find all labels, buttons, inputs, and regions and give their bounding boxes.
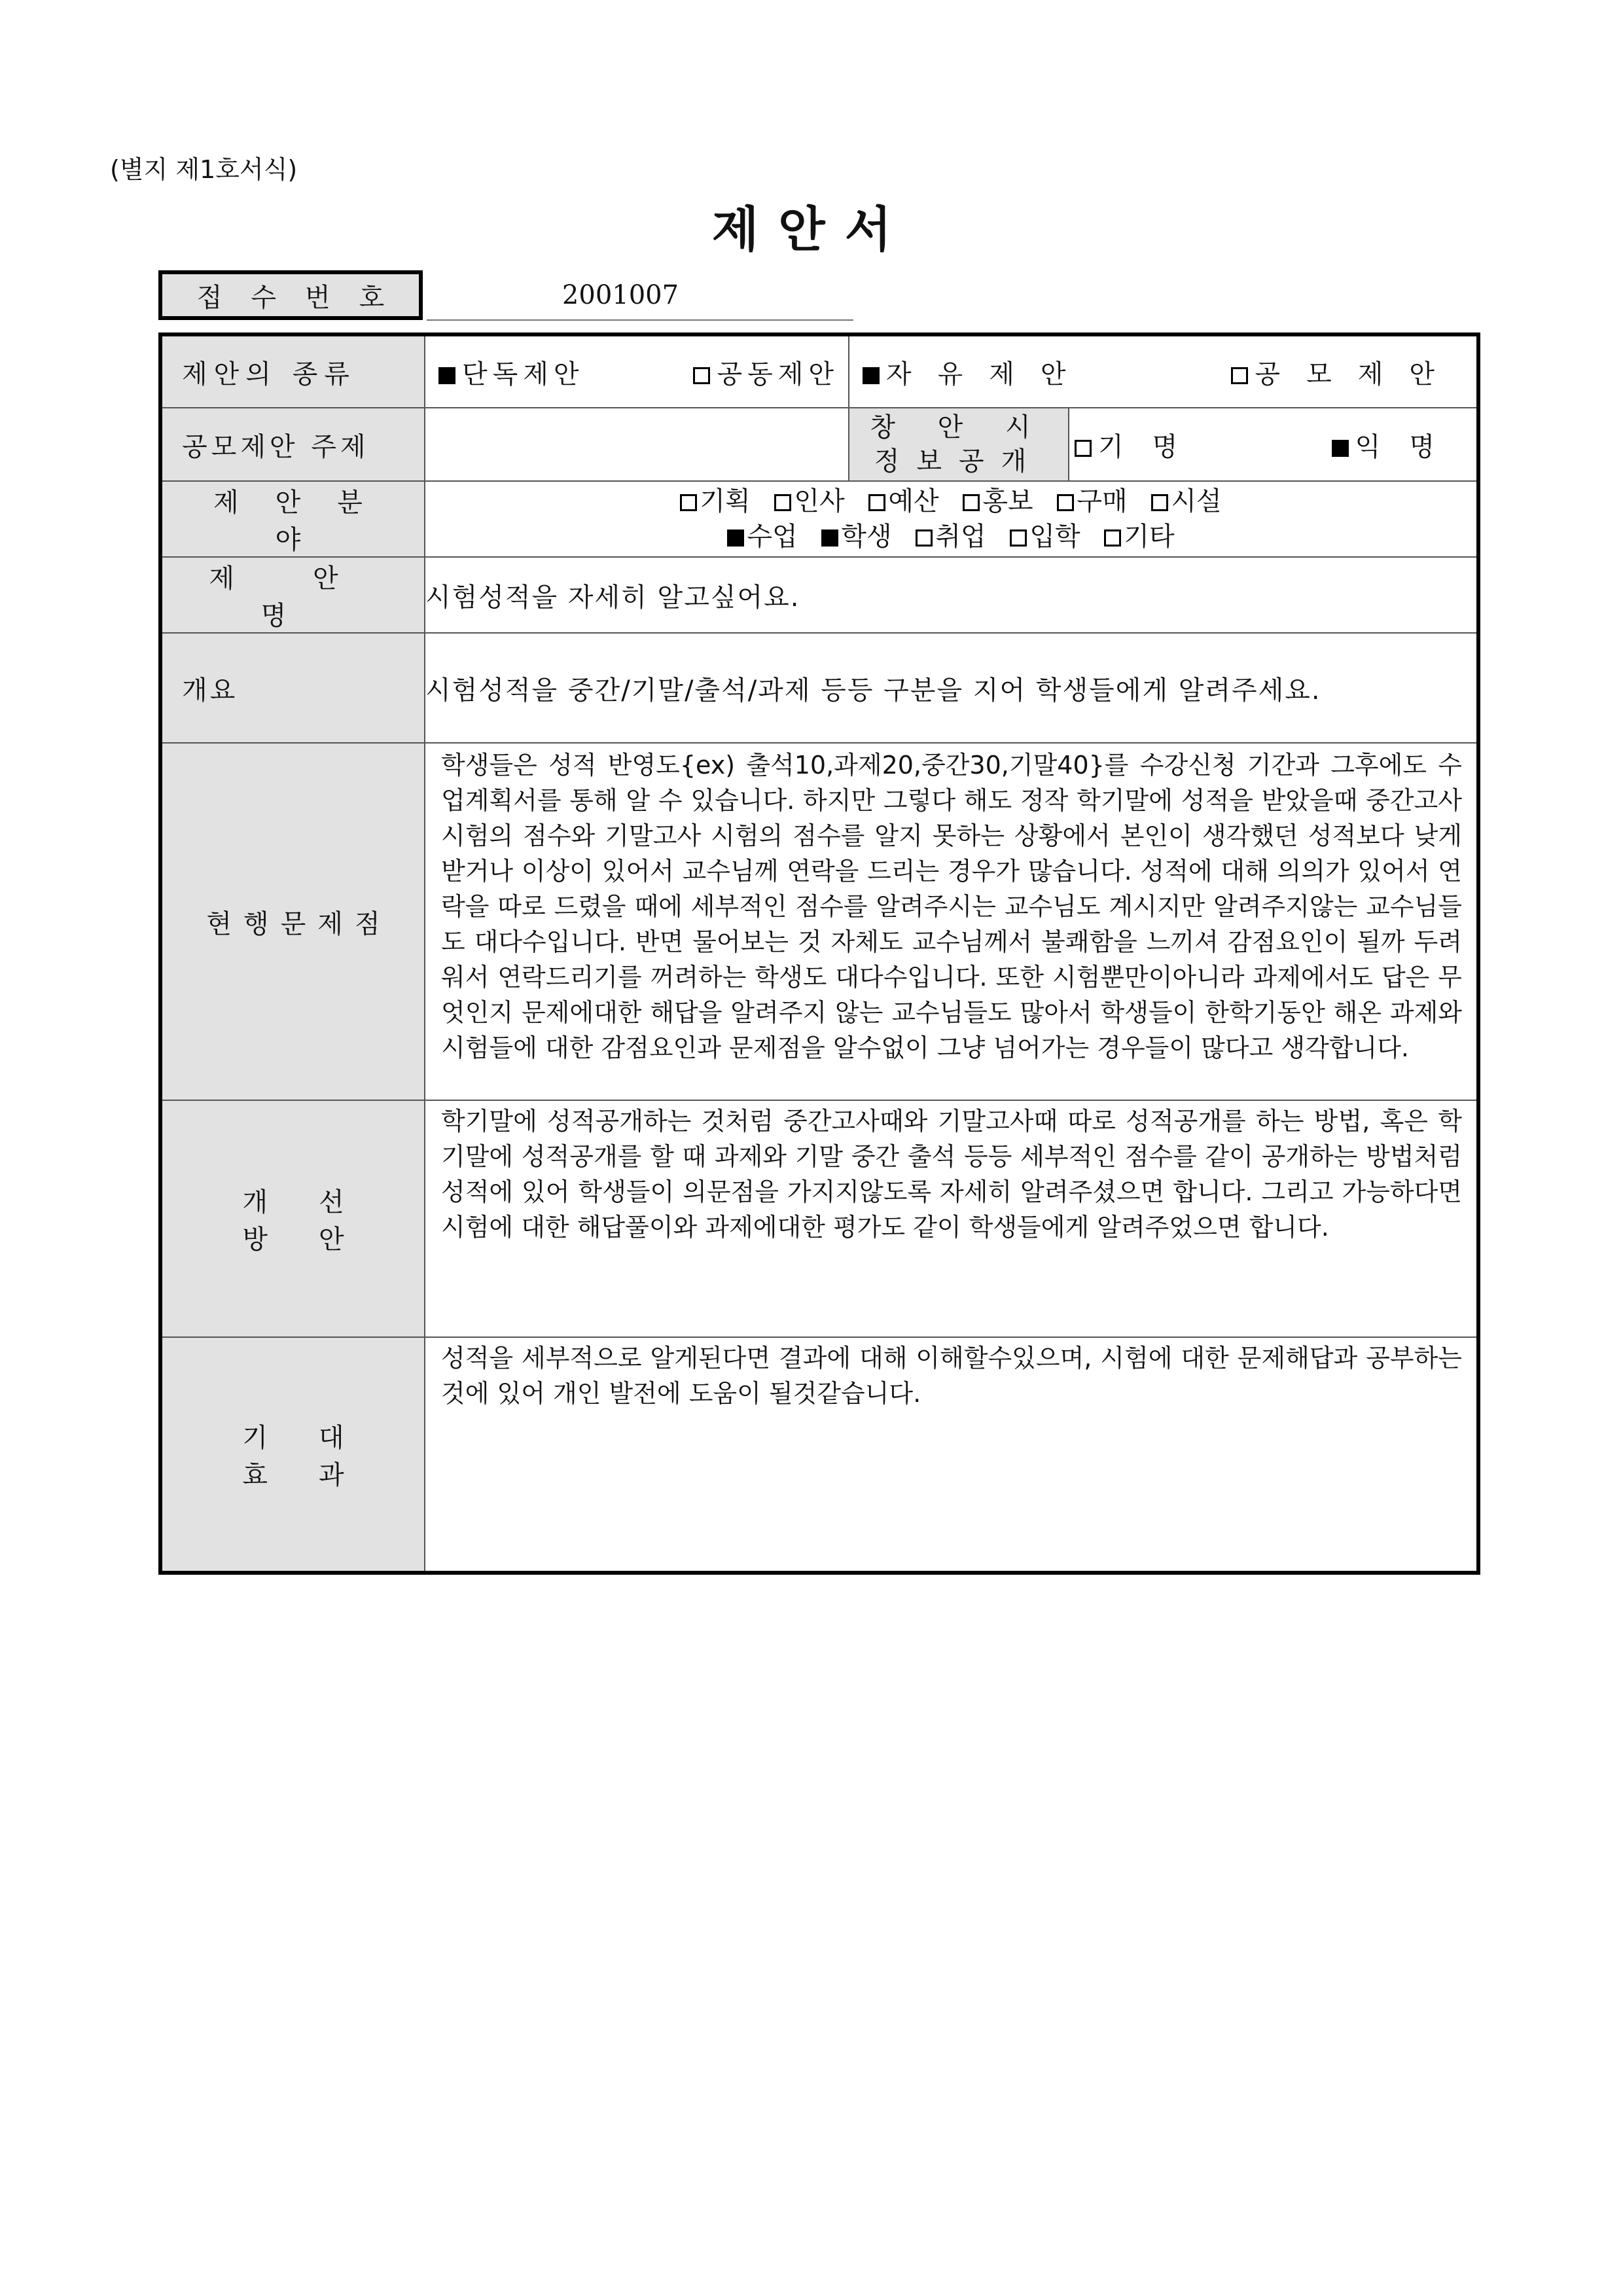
- field-facilities[interactable]: [1151, 486, 1221, 516]
- summary-value[interactable]: 시험성적을 중간/기말/출석/과제 등등 구분을 지어 학생들에게 알려주세요.: [425, 633, 1478, 743]
- anonymous-checkbox-icon[interactable]: [1332, 440, 1349, 457]
- proposal-field-line2: [425, 519, 1476, 554]
- option-contest-proposal[interactable]: [1231, 353, 1461, 391]
- option-free-label: 자유제안: [886, 359, 1092, 389]
- contest-topic-value[interactable]: [425, 408, 849, 481]
- field-purchase-label: 구매: [1077, 486, 1128, 516]
- field-student-label: 학생: [841, 522, 892, 552]
- field-personnel[interactable]: [774, 486, 844, 516]
- option-solo-label: 단독제안: [462, 359, 584, 389]
- field-planning[interactable]: [680, 486, 750, 516]
- other-checkbox-icon[interactable]: [1104, 529, 1121, 547]
- named-checkbox-icon[interactable]: [1075, 440, 1092, 457]
- budget-checkbox-icon[interactable]: [868, 494, 885, 511]
- option-contest-label: 공모제안: [1255, 359, 1461, 389]
- expected-effect-row: [160, 1337, 1478, 1573]
- field-other[interactable]: [1104, 522, 1174, 552]
- current-problem-row: [160, 743, 1478, 1100]
- field-admission-label: 입학: [1029, 522, 1080, 552]
- class-checkbox-icon[interactable]: [727, 529, 744, 547]
- disclosure-label-line1: 창 안 시: [870, 412, 1048, 442]
- option-free-proposal[interactable]: [863, 353, 1092, 391]
- option-anonymous[interactable]: [1332, 426, 1463, 463]
- disclosure-label-line2: 정보공개: [874, 446, 1044, 476]
- current-problem-cell: [425, 743, 1478, 1100]
- form-number: (별지 제1호서식): [110, 155, 298, 184]
- field-planning-label: 기획: [700, 486, 751, 516]
- publicity-checkbox-icon[interactable]: [963, 494, 980, 511]
- field-budget[interactable]: [868, 486, 938, 516]
- improvement-row: [160, 1100, 1478, 1337]
- option-joint-label: 공동제안: [717, 359, 839, 389]
- field-admission[interactable]: [1010, 522, 1080, 552]
- improvement-label: 개선방안: [160, 1100, 425, 1337]
- improvement-cell: [425, 1100, 1478, 1337]
- proposal-type-row: [160, 334, 1478, 408]
- summary-row: [160, 633, 1478, 743]
- expected-effect-text[interactable]: 성적을 세부적으로 알게된다면 결과에 대해 이해할수있으며, 시험에 대한 문제해답과 공부하는것에 있어 개인 발전에 도움이 될것같습니다.: [441, 1344, 1462, 1408]
- proposal-type-label-text: 제안의 종류: [182, 359, 356, 389]
- contest-topic-label: [160, 408, 425, 481]
- option-joint-proposal[interactable]: [693, 353, 839, 391]
- field-purchase[interactable]: [1057, 486, 1127, 516]
- contest-topic-row: [160, 408, 1478, 481]
- field-budget-label: 예산: [888, 486, 939, 516]
- field-publicity-label: 홍보: [982, 486, 1033, 516]
- expected-effect-cell: [425, 1337, 1478, 1573]
- planning-checkbox-icon[interactable]: [680, 494, 697, 511]
- field-facilities-label: 시설: [1171, 486, 1222, 516]
- proposal-form-table: [158, 332, 1480, 1575]
- current-problem-text[interactable]: 학생들은 성적 반영도{ex) 출석10,과제20,중간30,기말40}를 수강신청 기간과 그후에도 수업계획서를 통해 알 수 있습니다. 하지만 그렇다 해도 정작 학기말에 성적을 받았을때 중간고사 시험의 점수와 기말고사 시험의 점수를 알지 못하는 상황에서 본인이 생각했던 성적보다 낮게받거나 이상이 있어서 교수님께 연락을 드리는 경우가 많습니다. 성적에 대해 의의가 있어서 연락을 따로 드렸을 때에 세부적인 점수를 알려주시는 교수님도 계시지만 알려주지않는 교수님들도 대다수입니다. 반면 물어보는 것 자체도 교수님께서 불쾌함을 느끼셔 감점요인이 될까 두려워서 연락드리기를 꺼려하는 학생도 대다수입니다. 또한 시험뿐만이아니라 과제에서도 답은 무엇인지 문제에대한 해답을 알려주지 않는 교수님들도 많아서 학생들이 한학기동안 해온 과제와 시험들에 대한 감점요인과 문제점을 알수없이 그냥 넘어가는 경우들이 많다고 생각합니다.: [441, 751, 1462, 1062]
- field-class-label: 수업: [747, 522, 798, 552]
- option-named[interactable]: [1075, 426, 1206, 463]
- field-employment[interactable]: [916, 522, 986, 552]
- option-named-label: 기명: [1098, 431, 1207, 462]
- document-title: 제안서: [711, 202, 912, 258]
- field-publicity[interactable]: [963, 486, 1033, 516]
- purchase-checkbox-icon[interactable]: [1057, 494, 1074, 511]
- field-employment-label: 취업: [935, 522, 986, 552]
- proposal-type-cell-a: [425, 334, 849, 408]
- field-class[interactable]: [727, 522, 797, 552]
- disclosure-options: [1069, 408, 1478, 481]
- receipt-number-label: 접수번호: [158, 270, 423, 320]
- proposal-field-row: [160, 481, 1478, 557]
- proposal-field-label: 제안분야: [160, 481, 425, 557]
- employment-checkbox-icon[interactable]: [916, 529, 933, 547]
- proposal-name-row: [160, 557, 1478, 633]
- joint-checkbox-icon[interactable]: [693, 367, 710, 384]
- summary-label-text: 개요: [182, 675, 238, 706]
- contest-topic-label-text: 공모제안 주제: [182, 431, 370, 462]
- proposal-type-label: [160, 334, 425, 408]
- free-checkbox-icon[interactable]: [863, 367, 880, 384]
- proposal-field-options: [425, 481, 1478, 557]
- field-personnel-label: 인사: [794, 486, 845, 516]
- proposal-name-value[interactable]: 시험성적을 자세히 알고싶어요.: [425, 557, 1478, 633]
- proposal-field-line1: [425, 484, 1476, 519]
- disclosure-label: [849, 408, 1069, 481]
- student-checkbox-icon[interactable]: [821, 529, 838, 547]
- expected-effect-label: 기대효과: [160, 1337, 425, 1573]
- facilities-checkbox-icon[interactable]: [1151, 494, 1168, 511]
- field-student[interactable]: [821, 522, 891, 552]
- summary-label: [160, 633, 425, 743]
- contest-checkbox-icon[interactable]: [1231, 367, 1248, 384]
- option-anonymous-label: 익명: [1355, 431, 1463, 462]
- receipt-number-value: 2001007: [427, 271, 853, 321]
- field-other-label: 기타: [1124, 522, 1175, 552]
- solo-checkbox-icon[interactable]: [438, 367, 455, 384]
- proposal-name-label: 제안명: [160, 557, 425, 633]
- improvement-text[interactable]: 학기말에 성적공개하는 것처럼 중간고사때와 기말고사때 따로 성적공개를 하는 방법, 혹은 학기말에 성적공개를 할 때 과제와 기말 중간 출석 등등 세부적인 점수를 같이 공개하는 방법처럼 성적에 있어 학생들이 의문점을 가지지않도록 자세히 알려주셨으면 합니다. 그리고 가능하다면 시험에 대한 해답풀이와 과제에대한 평가도 같이 학생들에게 알려주었으면 합니다.: [441, 1107, 1462, 1242]
- personnel-checkbox-icon[interactable]: [774, 494, 791, 511]
- current-problem-label: 현행문제점: [160, 743, 425, 1100]
- option-solo-proposal[interactable]: [438, 353, 584, 391]
- admission-checkbox-icon[interactable]: [1010, 529, 1027, 547]
- proposal-type-cell-b: [849, 334, 1478, 408]
